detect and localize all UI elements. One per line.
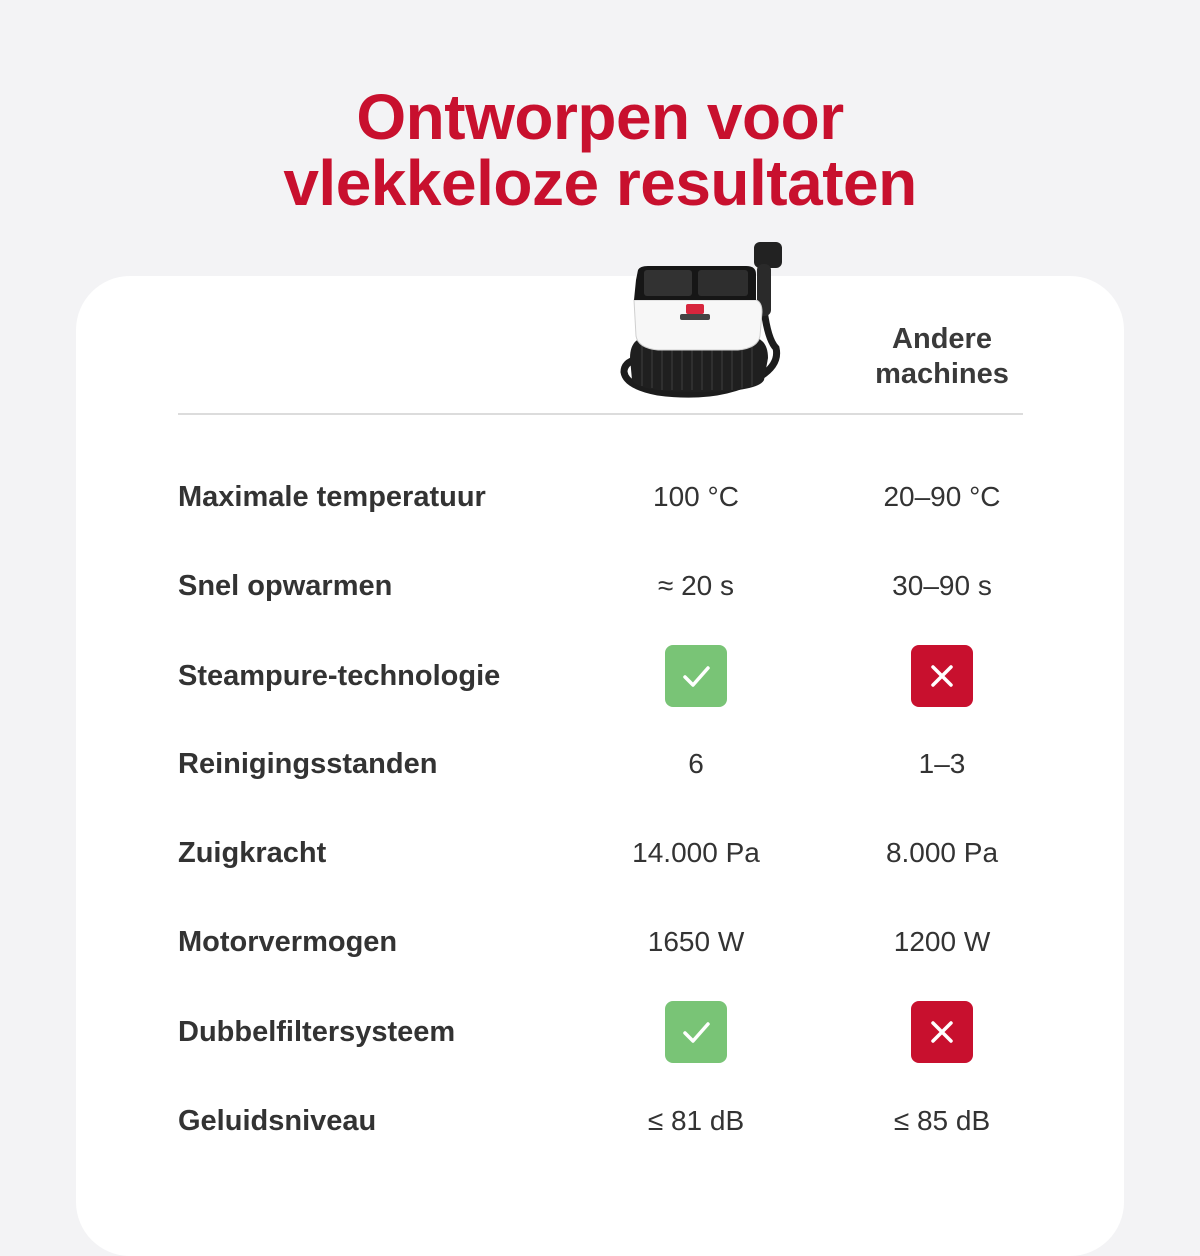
- other-machines-header-line-2: machines: [875, 358, 1009, 390]
- steam-cleaner-product-image: [618, 240, 788, 400]
- other-value: 8.000 Pa: [885, 837, 999, 868]
- other-value: 1–3: [918, 748, 966, 779]
- check-icon: [665, 1001, 727, 1063]
- comparison-row: [0, 912, 1200, 972]
- other-value: 1200 W: [893, 926, 991, 957]
- other-value: ≤ 85 dB: [893, 1105, 991, 1136]
- page-title-line-1: Ontworpen voor: [356, 81, 844, 153]
- row-label: Dubbelfiltersysteem: [178, 1016, 456, 1048]
- comparison-row: [0, 646, 1200, 706]
- other-machines-header-line-1: Andere: [892, 323, 992, 355]
- other-value: 20–90 °C: [883, 481, 1001, 512]
- cross-icon: [911, 645, 973, 707]
- comparison-row: [0, 1091, 1200, 1151]
- row-label: Zuigkracht: [178, 837, 327, 869]
- row-label: Motorvermogen: [178, 926, 398, 958]
- ours-value: ≈ 20 s: [657, 570, 735, 601]
- comparison-row: [0, 823, 1200, 883]
- ours-value: 14.000 Pa: [632, 837, 760, 868]
- header-divider: [178, 413, 1023, 415]
- row-label: Steampure-technologie: [178, 660, 501, 692]
- ours-value: 100 °C: [653, 481, 739, 512]
- comparison-row: [0, 1002, 1200, 1062]
- check-icon: [665, 645, 727, 707]
- comparison-row: [0, 467, 1200, 527]
- row-label: Maximale temperatuur: [178, 481, 486, 513]
- row-label: Snel opwarmen: [178, 570, 393, 602]
- other-machines-header: [842, 322, 1042, 392]
- cross-icon: [911, 1001, 973, 1063]
- comparison-row: [0, 556, 1200, 616]
- other-value: 30–90 s: [892, 570, 992, 601]
- ours-value: ≤ 81 dB: [647, 1105, 745, 1136]
- comparison-row: [0, 734, 1200, 794]
- ours-value: 1650 W: [647, 926, 745, 957]
- row-label: Reinigingsstanden: [178, 748, 438, 780]
- ours-value: 6: [688, 748, 704, 779]
- page-title-line-2: vlekkeloze resultaten: [283, 147, 917, 219]
- row-label: Geluidsniveau: [178, 1105, 377, 1137]
- page-title: [0, 81, 1200, 219]
